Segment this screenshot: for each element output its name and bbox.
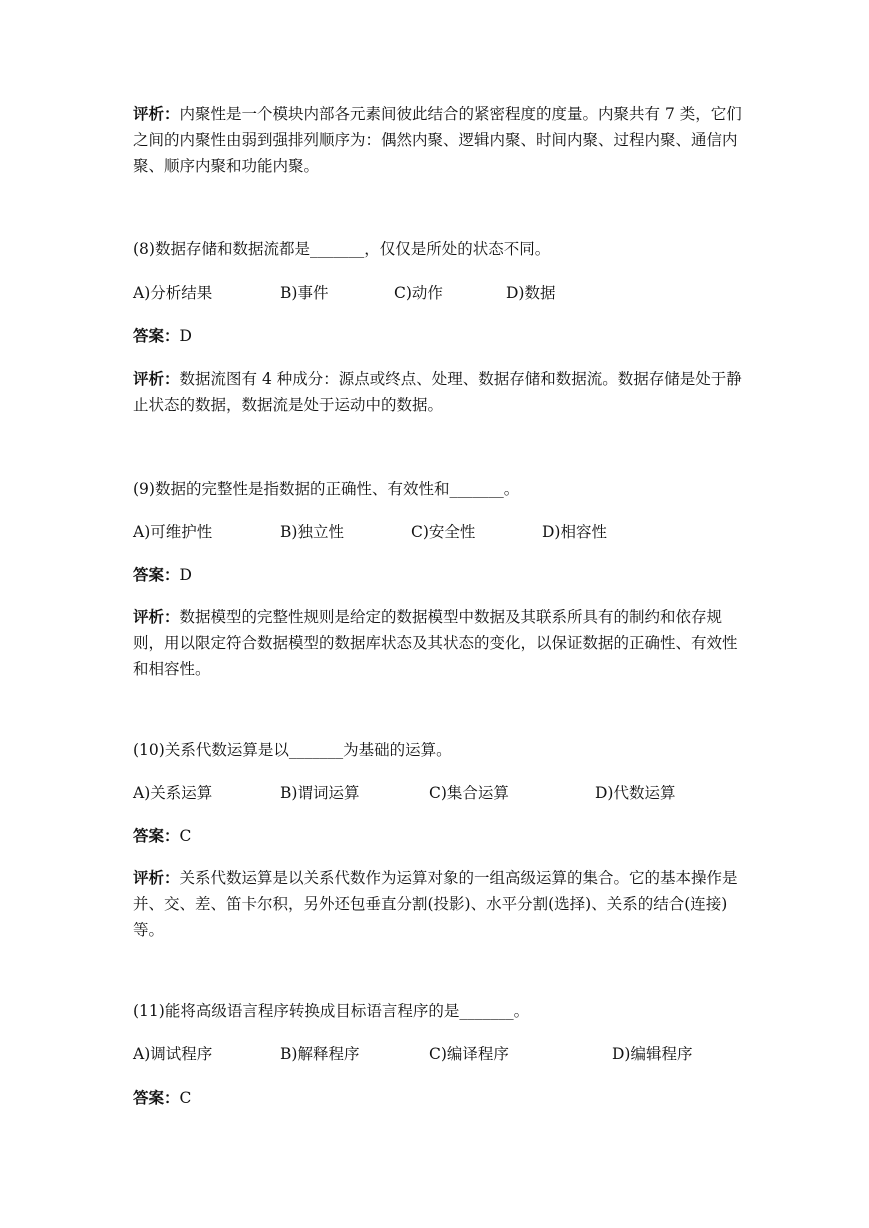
- answer-line: [133, 823, 743, 849]
- analysis-text: 内聚性是一个模块内部各元素间彼此结合的紧密程度的度量。内聚共有 7 类，它们之间的内聚性由弱到强排列顺序为：偶然内聚、逻辑内聚、时间内聚、过程内聚、通信内聚、顺序内聚和功能内聚。: [133, 105, 742, 175]
- analysis-label: 评析：: [133, 104, 180, 123]
- option-d: D)数据: [506, 284, 556, 302]
- analysis-label: 评析：: [133, 607, 180, 626]
- question-stem: (11)能将高级语言程序转换成目标语言程序的是_______。: [133, 1002, 530, 1020]
- option-c: C)安全性: [411, 523, 476, 541]
- option-d: D)代数运算: [595, 784, 676, 802]
- answer-line: [133, 1085, 743, 1111]
- analysis-paragraph: [133, 101, 743, 179]
- answer-label: 答案：: [133, 565, 180, 584]
- analysis-paragraph: [133, 366, 743, 418]
- analysis-label: 评析：: [133, 868, 180, 887]
- option-c: C)集合运算: [429, 784, 509, 802]
- answer-value: C: [179, 1089, 192, 1107]
- option-b: B)独立性: [280, 523, 344, 541]
- option-a: A)分析结果: [133, 284, 213, 302]
- option-a: A)调试程序: [133, 1045, 213, 1063]
- answer-label: 答案：: [133, 1088, 180, 1107]
- option-b: B)谓词运算: [280, 784, 360, 802]
- analysis-text: 数据流图有 4 种成分：源点或终点、处理、数据存储和数据流。数据存储是处于静止状态的数据，数据流是处于运动中的数据。: [133, 370, 742, 414]
- option-d: D)相容性: [542, 523, 607, 541]
- analysis-paragraph: [133, 865, 743, 943]
- option-c: C)编译程序: [429, 1045, 509, 1063]
- analysis-label: 评析：: [133, 369, 180, 388]
- answer-value: D: [179, 327, 192, 345]
- analysis-text: 数据模型的完整性规则是给定的数据模型中数据及其联系所具有的制约和依存规则，用以限定符合数据模型的数据库状态及其状态的变化，以保证数据的正确性、有效性和相容性。: [133, 608, 738, 678]
- question-stem: (8)数据存储和数据流都是_______，仅仅是所处的状态不同。: [133, 240, 551, 258]
- answer-line: [133, 323, 743, 349]
- analysis-text: 关系代数运算是以关系代数作为运算对象的一组高级运算的集合。它的基本操作是并、交、差、笛卡尔积，另外还包垂直分割(投影)、水平分割(选择)、关系的结合(连接)等。: [133, 869, 738, 939]
- option-d: D)编辑程序: [612, 1045, 693, 1063]
- question-stem: (9)数据的完整性是指数据的正确性、有效性和_______。: [133, 480, 520, 498]
- answer-label: 答案：: [133, 826, 180, 845]
- option-a: A)可维护性: [133, 523, 213, 541]
- answer-line: [133, 562, 743, 588]
- option-c: C)动作: [394, 284, 443, 302]
- option-b: B)事件: [280, 284, 329, 302]
- answer-label: 答案：: [133, 326, 180, 345]
- answer-value: C: [179, 827, 192, 845]
- option-b: B)解释程序: [280, 1045, 360, 1063]
- answer-value: D: [179, 566, 192, 584]
- question-stem: (10)关系代数运算是以_______为基础的运算。: [133, 741, 452, 759]
- option-a: A)关系运算: [133, 784, 213, 802]
- analysis-paragraph: [133, 604, 743, 682]
